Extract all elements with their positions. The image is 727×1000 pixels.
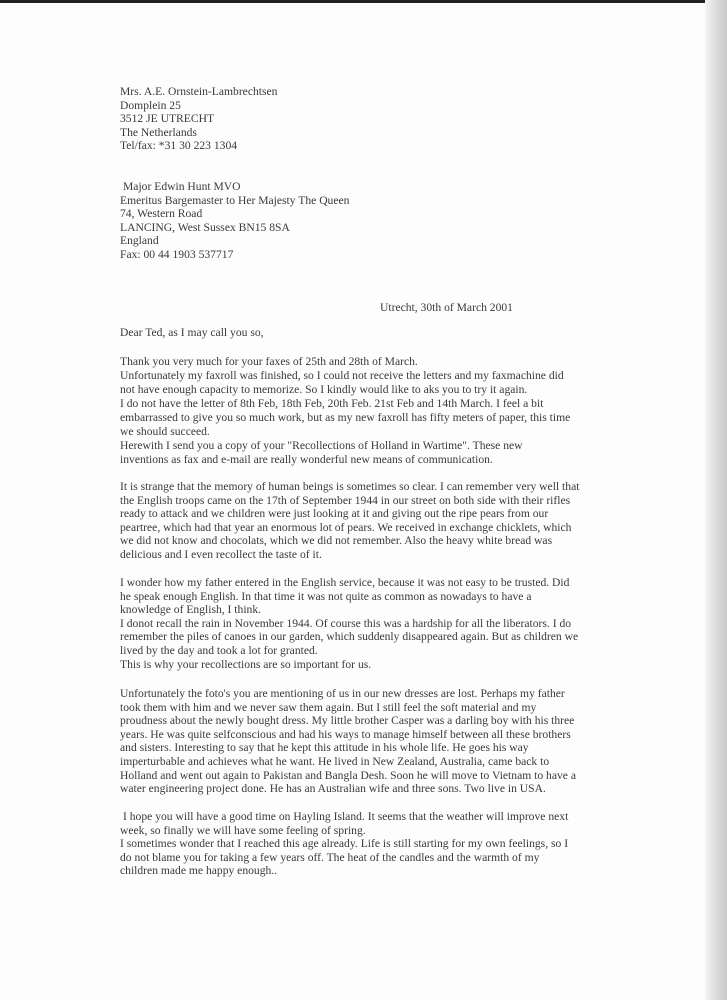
text-line: years. He was quite selfconscious and had his ways to manage himself between all these brothers [120, 727, 571, 741]
text-line: inventions as fax and e-mail are really wonderful new means of communication. [120, 453, 493, 466]
paragraph-1 [120, 355, 570, 467]
text-line: I do not have the letter of 8th Feb, 18th Feb, 20th Feb. 21st Feb and 14th March. I feel a bit [120, 397, 544, 410]
text-line: and sisters. Interesting to say that he kept this attitude in his whole life. He goes his way [120, 741, 529, 755]
recipient-address [120, 180, 349, 262]
text-line: week, so finally we will have some feeling of spring. [120, 823, 366, 837]
text-line: I hope you will have a good time on Hayling Island. It seems that the weather will improve next [123, 810, 569, 823]
sender-line: 3512 JE UTRECHT [120, 112, 215, 126]
text-line: embarrassed to give you so much work, but as my new faxroll has fifty meters of paper, this time [120, 411, 571, 424]
text-line: Herewith I send you a copy of your "Recollections of Holland in Wartime". These new [120, 439, 523, 452]
text-line: I sometimes wonder that I reached this age already. Life is still starting for my own feelings, so I [120, 837, 569, 851]
paragraph-3 [120, 576, 578, 671]
sender-line: Mrs. A.E. Ornstein-Lambrechtsen [120, 85, 278, 98]
paragraph-4 [120, 687, 576, 796]
text-line: proudness about the newly bought dress. My little brother Casper was a darling boy with his three [120, 714, 575, 728]
text-line: we should succeed. [120, 425, 210, 438]
text-line: Unfortunately my faxroll was finished, so I could not receive the letters and my faxmachine did [120, 369, 564, 382]
text-line: Holland and went out again to Pakistan and Bangla Desh. Soon he will move to Vietnam to have a [120, 768, 576, 782]
recipient-line: Major Edwin Hunt MVO [123, 180, 241, 193]
text-line: Unfortunately the foto's you are mentioning of us in our new dresses are lost. Perhaps my father [120, 687, 565, 700]
sender-line: Domplein 25 [120, 98, 181, 112]
text-line: remember the piles of canoes in our garden, which suddenly disappeared again. But as children we [120, 630, 579, 644]
text-line: ready to attack and we children were just looking at it and giving out the ripe pears from our [120, 507, 549, 521]
text-line: do not blame you for taking a few years off. The heat of the candles and the warmth of my [120, 850, 540, 864]
text-line: children made me happy enough.. [120, 864, 278, 878]
text-line: he speak enough English. In that time it was not quite as common as nowadays to have a [120, 589, 532, 603]
text-line: we did not know and chocolats, which we did not remember. Also the heavy white bread was [120, 534, 553, 548]
letter-date: Utrecht, 30th of March 2001 [380, 301, 513, 314]
text-line: This is why your recollections are so important for us. [120, 657, 372, 671]
text-line: imperturbable and achieves what he want. He lived in New Zealand, Australia, came back to [120, 754, 550, 768]
paragraph-5 [120, 810, 568, 878]
text-line: not have enough capacity to memorize. So I kindly would like to aks you to try it again. [120, 383, 528, 396]
text-line: took them with him and we never saw them again. But I still feel the soft material and my [120, 700, 537, 714]
recipient-line: Emeritus Bargemaster to Her Majesty The Queen [120, 193, 350, 207]
sender-line: Tel/fax: *31 30 223 1304 [120, 139, 238, 153]
recipient-line: 74, Western Road [120, 207, 203, 221]
text-line: peartree, which had that year an enormous lot of pears. We received in exchange chicklets, which [120, 520, 572, 534]
paragraph-2 [120, 480, 579, 562]
sender-line: The Netherlands [120, 125, 197, 139]
text-line: I donot recall the rain in November 1944. Of course this was a hardship for all the liberators. I do [120, 616, 572, 630]
text-line: It is strange that the memory of human beings is sometimes so clear. I can remember very well that [120, 480, 580, 493]
recipient-line: Fax: 00 44 1903 537717 [120, 247, 234, 261]
sender-address [120, 85, 277, 153]
recipient-line: England [120, 234, 159, 248]
recipient-line: LANCING, West Sussex BN15 8SA [120, 220, 290, 234]
text-line: I wonder how my father entered in the English service, because it was not easy to be trusted. Did [120, 576, 570, 589]
text-line: Thank you very much for your faxes of 25th and 28th of March. [120, 355, 418, 368]
text-line: lived by the day and took a lot for granted. [120, 643, 318, 657]
scan-right-edge [705, 0, 727, 1000]
text-line: water engineering project done. He has an Australian wife and three sons. Two live in USA. [120, 782, 546, 796]
text-line: the English troops came on the 17th of September 1944 in our street on both side with their rifles [120, 493, 571, 507]
scan-top-edge [0, 0, 727, 3]
text-line: delicious and I even recollect the taste of it. [120, 547, 322, 561]
salutation: Dear Ted, as I may call you so, [120, 326, 264, 339]
text-line: knowledge of English, I think. [120, 603, 262, 617]
